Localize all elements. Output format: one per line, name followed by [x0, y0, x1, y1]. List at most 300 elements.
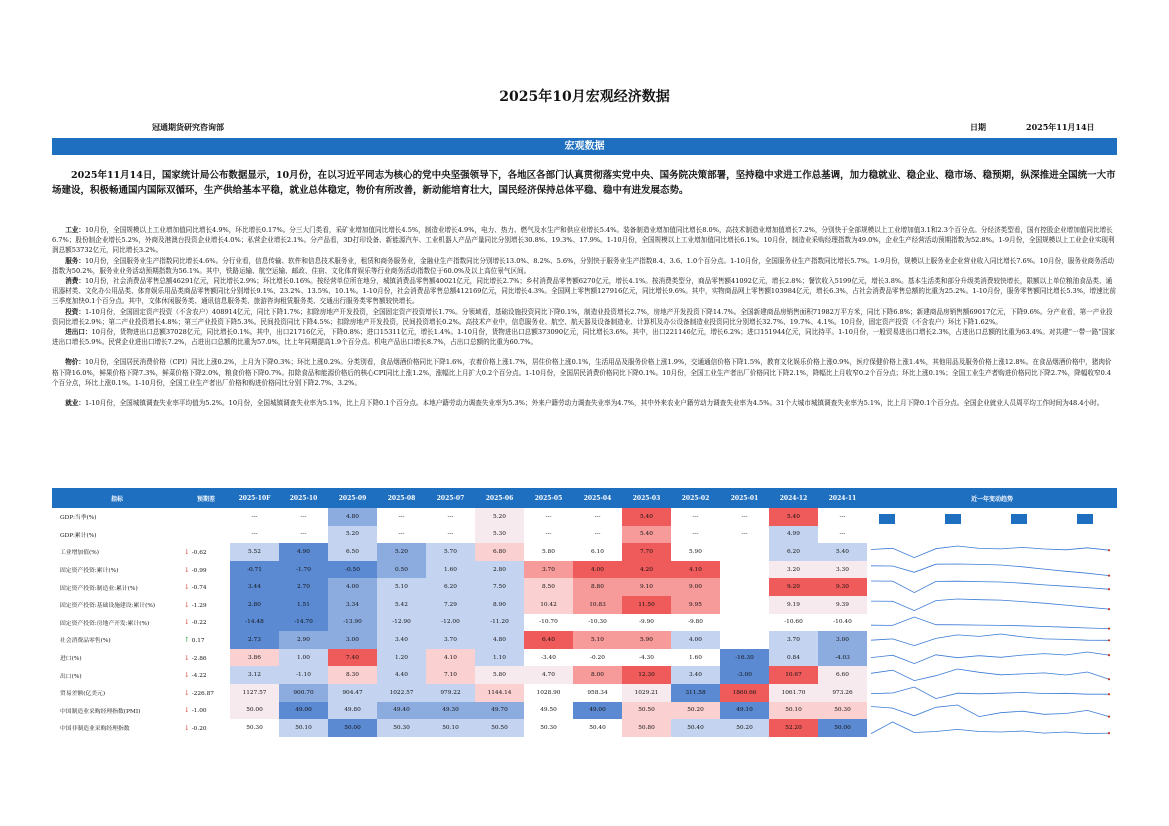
- column-header: 2025-02: [671, 488, 720, 508]
- data-cell: 1.00: [279, 649, 328, 667]
- trend-sparkline: [867, 702, 1117, 720]
- data-cell: 973.26: [818, 684, 867, 702]
- indicator-name: 社会消费品零售(%): [60, 638, 111, 645]
- data-cell: 10.67: [769, 666, 818, 684]
- data-cell: ---: [594, 531, 601, 538]
- column-header: 2025-10F: [230, 488, 279, 508]
- data-cell: ---: [300, 531, 307, 538]
- paragraph-trade: [52, 327, 1117, 347]
- data-cell: -10.30: [588, 619, 607, 626]
- data-cell: 1061.70: [769, 684, 818, 702]
- data-cell: 9.10: [622, 578, 671, 596]
- data-cell: 3.70: [524, 561, 573, 579]
- sparkline-line: [871, 599, 1109, 611]
- arrow-down-icon: ↓: [184, 706, 190, 715]
- sparkline-end-point: [1108, 693, 1110, 695]
- forecast-gap: [182, 596, 230, 614]
- data-cell: -9.90: [639, 619, 654, 626]
- column-header: 2025-07: [426, 488, 475, 508]
- column-header: 2024-11: [818, 488, 867, 508]
- table-row: [52, 614, 1117, 632]
- data-cell: 5.20: [377, 543, 426, 561]
- data-cell: -10.60: [784, 619, 803, 626]
- data-cell: -10.40: [833, 619, 852, 626]
- data-cell: 49.50: [540, 707, 557, 714]
- data-cell: 5.10: [377, 578, 426, 596]
- data-cell: 10.83: [573, 596, 622, 614]
- sparkline-bar: [945, 514, 961, 524]
- data-cell: 8.30: [328, 666, 377, 684]
- data-cell: 52.20: [769, 719, 818, 737]
- table-body: [52, 508, 1117, 737]
- data-cell: -1.70: [279, 561, 328, 579]
- trend-sparkline: [867, 666, 1117, 684]
- sparkline-end-point: [1108, 654, 1110, 656]
- data-cell: 50.30: [377, 719, 426, 737]
- indicator-name: 贸易差额(亿美元): [60, 691, 106, 698]
- data-cell: 2.80: [475, 561, 524, 579]
- data-cell: -3.00: [720, 666, 769, 684]
- data-cell: 50.00: [328, 719, 377, 737]
- data-cell: 4.90: [279, 543, 328, 561]
- indicator-name: 中国非制造业采购经理指数: [60, 726, 130, 733]
- data-cell: 5.40: [622, 526, 671, 544]
- data-cell: 10.42: [524, 596, 573, 614]
- data-cell: -16.30: [720, 649, 769, 667]
- arrow-down-icon: ↓: [184, 688, 190, 697]
- data-cell: ---: [447, 531, 454, 538]
- data-cell: 5.52: [230, 543, 279, 561]
- data-cell: 3.34: [328, 596, 377, 614]
- sparkline-line: [871, 617, 1109, 629]
- data-cell: 0.50: [377, 561, 426, 579]
- forecast-gap-value: -0.74: [189, 585, 207, 592]
- data-cell: 3.12: [230, 666, 279, 684]
- data-cell: -1.10: [279, 666, 328, 684]
- sparkline-bar: [879, 514, 895, 524]
- data-cell: ---: [251, 531, 258, 538]
- forecast-gap: [182, 702, 230, 720]
- indicator-name: 固定资产投资:制造业:累计(%): [60, 585, 138, 592]
- data-cell: 5.90: [622, 631, 671, 649]
- sparkline-chart: [867, 719, 1117, 737]
- data-cell: [720, 631, 769, 649]
- sparkline-end-point: [1108, 549, 1110, 551]
- data-cell: 50.10: [279, 719, 328, 737]
- indicator-name: 出口(%): [60, 673, 82, 680]
- table-row: [52, 719, 1117, 737]
- paragraph-service: [52, 256, 1117, 276]
- sparkline-line: [871, 634, 1109, 646]
- data-cell: [720, 543, 769, 561]
- indicator-name: 进口(%): [60, 656, 82, 663]
- data-cell: 8.50: [524, 578, 573, 596]
- data-cell: 3.30: [818, 561, 867, 579]
- data-cell: ---: [545, 513, 552, 520]
- data-cell: 5.30: [475, 526, 524, 544]
- sparkline-line: [871, 687, 1109, 699]
- data-cell: 5.40: [622, 508, 671, 526]
- column-header: 2025-04: [573, 488, 622, 508]
- data-cell: 50.30: [246, 724, 263, 731]
- data-cell: ---: [594, 513, 601, 520]
- sparkline-chart: [867, 561, 1117, 579]
- data-cell: 49.30: [426, 702, 475, 720]
- forecast-gap: [182, 649, 230, 667]
- trend-sparkline: [867, 596, 1117, 614]
- trend-sparkline: [867, 719, 1117, 737]
- data-cell: 5.80: [475, 666, 524, 684]
- paragraph-text: 10月份，货物进出口总额37028亿元，同比增长0.1%。其中，出口21716亿元，下降0.8%；进口15311亿元，增长1.4%。1-10月份，货物进出口总额373090亿元，同比增长3.6%。其中，出口221146亿元，增长6.2%；进口151944亿元，同比持平。1-10月份，一般贸易进出口增长2.3%，占进出口总额的比重为63.4%。对共建“一带一路”国家进出口增长5.9%。民营企业进出口增长7.2%，占进出口总额的比重为57.0%，比上年同期提高1.9个百分点。机电产品出口增长8.7%，占出口总额的比重为60.7%。: [52, 328, 1115, 347]
- data-cell: 3.86: [230, 649, 279, 667]
- sparkline-chart: [867, 596, 1117, 614]
- data-cell: 6.10: [591, 548, 604, 555]
- data-cell: 12.30: [622, 666, 671, 684]
- paragraph-text: 10月份，全国规模以上工业增加值同比增长4.9%，环比增长0.17%。分三大门类看，采矿业增加值同比增长4.5%，制造业增长4.9%，电力、热力、燃气及水生产和供应业增长5.4%。装备制造业增加值同比增长8.0%，高技术制造业增加值增长7.2%，分别快于全部规模以上工业增加值3.1和2.3个百分点。分经济类型看，国有控股企业增加值同比增长6.7%；股份制企业增长5.2%，外商及港澳台投资企业增长4.0%；私营企业增长2.1%。分产品看，3D打印设备、新能源汽车、工业机器人产品产量同比分别增长30.8%、19.3%、17.9%。1-10月份，全国规模以上工业增加值同比增长6.1%。10月份，制造业采购经理指数为49.0%，企业生产经营活动预期指数为52.8%。1-9月份，全国规模以上工业企业实现利润总额53732亿元，同比增长3.2%。: [52, 226, 1115, 255]
- data-cell: 50.10: [769, 702, 818, 720]
- paragraph-text: 10月份，全国服务业生产指数同比增长4.6%。分行业看，信息传输、软件和信息技术服务业，租赁和商务服务业，金融业生产指数同比分别增长13.0%、8.2%、5.6%，分别快于服务业生产指数8.4、3.6、1.0个百分点。1-10月份，全国服务业生产指数同比增长5.7%。1-9月份，规模以上服务业企业营业收入同比增长7.6%。10月份，服务业商务活动指数为50.2%，服务业业务活动预期指数为56.1%。其中，铁路运输、航空运输、邮政、住宿、文化体育娱乐等行业商务活动指数位于60.0%及以上高位景气区间。: [52, 256, 1114, 275]
- data-cell: ---: [741, 531, 748, 538]
- data-cell: 49.00: [279, 702, 328, 720]
- org-name: 冠通期货研究咨询部: [152, 122, 224, 132]
- table-row: [52, 561, 1117, 579]
- data-cell: 3.00: [328, 631, 377, 649]
- data-cell: 2.90: [279, 631, 328, 649]
- data-cell: 50.40: [589, 724, 606, 731]
- indicator-name: 固定资产投资:基础设施建设:累计(%): [60, 603, 156, 610]
- data-cell: 6.40: [524, 631, 573, 649]
- data-cell: 1.51: [279, 596, 328, 614]
- data-cell: 1127.57: [230, 684, 279, 702]
- data-cell: 5.40: [769, 508, 818, 526]
- data-cell: 50.30: [818, 702, 867, 720]
- section-header: 宏观数据: [52, 138, 1117, 155]
- data-cell: 979.22: [426, 684, 475, 702]
- data-cell: 1022.57: [377, 684, 426, 702]
- arrow-down-icon: ↓: [184, 653, 190, 662]
- data-cell: 3.70: [769, 631, 818, 649]
- data-cell: 3.20: [769, 561, 818, 579]
- arrow-down-icon: ↓: [184, 618, 190, 627]
- data-cell: -12.90: [377, 614, 426, 632]
- data-cell: 50.20: [720, 719, 769, 737]
- paragraph-key: 服务：: [65, 256, 85, 265]
- table-row: [52, 526, 1117, 544]
- data-cell: ---: [839, 531, 846, 538]
- sparkline-line: [871, 722, 1109, 734]
- sparkline-chart: [867, 702, 1117, 720]
- data-cell: ---: [545, 531, 552, 538]
- forecast-gap-value: -1.29: [189, 602, 207, 609]
- data-cell: [720, 596, 769, 614]
- paragraph-key: 工业：: [65, 226, 85, 234]
- data-cell: ---: [839, 513, 846, 520]
- data-cell: 4.70: [524, 666, 573, 684]
- table-row: [52, 702, 1117, 720]
- sparkline-chart: [867, 508, 1117, 526]
- data-cell: -12.00: [426, 614, 475, 632]
- data-cell: 1.20: [377, 649, 426, 667]
- trend-sparkline: [867, 614, 1117, 632]
- data-cell: 4.99: [769, 526, 818, 544]
- data-cell: 4.10: [671, 561, 720, 579]
- forecast-gap: [182, 561, 230, 579]
- paragraph-text: 1-10月份，全国城镇调查失业率平均值为5.2%。10月份，全国城镇调查失业率为5.1%，比上月下降0.1个百分点。本地户籍劳动力调查失业率为5.3%；外来户籍劳动力调查失业率为4.7%，其中外来农业户籍劳动力调查失业率为4.5%。31个大城市城镇调查失业率为5.1%，比上月下降0.1个百分点。全国企业就业人员周平均工作时间为48.4小时。: [84, 399, 1104, 408]
- data-cell: 1029.21: [622, 684, 671, 702]
- data-cell: 11.50: [622, 596, 671, 614]
- data-cell: 311.58: [671, 684, 720, 702]
- data-cell: 50.20: [671, 702, 720, 720]
- sparkline-chart: [867, 614, 1117, 632]
- table-row: [52, 684, 1117, 702]
- data-cell: 50.80: [622, 719, 671, 737]
- data-cell: -4.03: [818, 649, 867, 667]
- data-cell: 5.10: [573, 631, 622, 649]
- data-cell: 6.50: [328, 543, 377, 561]
- forecast-gap: [182, 578, 230, 596]
- data-cell: 49.80: [328, 702, 377, 720]
- paragraph-text: 10月份，全国居民消费价格（CPI）同比上涨0.2%，上月为下降0.3%；环比上涨0.2%。分类别看，食品烟酒价格同比下降1.6%，衣着价格上涨1.7%，居住价格上涨0.1%，生活用品及服务价格上涨1.9%，交通通信价格下降1.5%，教育文化娱乐价格上涨0.9%，医疗保健价格上涨1.4%，其他用品及服务价格上涨12.8%。在食品烟酒价格中，猪肉价格下降16.0%，鲜果价格下降7.3%，鲜菜价格下降2.0%，粮食价格下降0.7%。扣除食品和能源价格后的核心CPI同比上涨1.2%，涨幅比上月扩大0.2个百分点。1-10月份，全国居民消费价格同比下降0.1%。10月份，全国工业生产者出厂价格同比下降2.1%，降幅比上月收窄0.2个百分点；环比上涨0.1%；全国工业生产者购进价格同比下降2.7%，降幅收窄0.4个百分点，环比上涨0.1%。1-10月份，全国工业生产者出厂价格和购进价格同比分别下降2.7%、3.2%。: [52, 358, 1112, 387]
- column-header: 2025-03: [622, 488, 671, 508]
- indicator-name: 工业增加值(%): [60, 550, 100, 557]
- table-row: [52, 578, 1117, 596]
- data-cell: -0.50: [328, 561, 377, 579]
- page-title: 2025年10月宏观经济数据: [499, 89, 670, 105]
- arrow-down-icon: ↓: [184, 671, 190, 680]
- data-cell: 3.40: [671, 666, 720, 684]
- sparkline-end-point: [1108, 715, 1110, 717]
- data-cell: ---: [692, 531, 699, 538]
- sparkline-line: [871, 564, 1109, 576]
- column-header: 2025-10: [279, 488, 328, 508]
- data-cell: 6.20: [426, 578, 475, 596]
- data-cell: ---: [251, 513, 258, 520]
- arrow-down-icon: ↓: [184, 565, 190, 574]
- sparkline-line: [871, 546, 1109, 558]
- paragraph-investment: [52, 307, 1117, 327]
- forecast-gap: [182, 508, 230, 526]
- trend-sparkline: [867, 526, 1117, 544]
- data-cell: 1028.90: [536, 689, 561, 696]
- trend-sparkline: [867, 543, 1117, 561]
- data-cell: 4.00: [671, 631, 720, 649]
- data-cell: 2.73: [230, 631, 279, 649]
- data-cell: 1.60: [426, 561, 475, 579]
- data-cell: 2.70: [279, 578, 328, 596]
- data-cell: 5.42: [377, 596, 426, 614]
- paragraph-text: 1-10月份，全国固定资产投资（不含农户）408914亿元，同比下降1.7%；扣除房地产开发投资，全国固定资产投资增长1.7%。分领域看，基础设施投资同比下降0.1%，制造业投资增长2.7%，房地产开发投资下降14.7%。全国新建商品房销售面积71982万平方米，同比下降6.8%；新建商品房销售额69017亿元，下降9.6%。分产业看，第一产业投资同比增长2.9%；第二产业投资增长4.8%；第三产业投资下降5.3%。民间投资同比下降4.5%；扣除房地产开发投资，民间投资增长0.2%。高技术产业中，信息服务业、航空、航天器及设备制造业、计算机及办公设备制造业投资同比分别增长32.7%、19.7%、4.1%。10月份，固定资产投资（不含农户）环比下降1.62%。: [52, 307, 1113, 326]
- sparkline-chart: [867, 631, 1117, 649]
- sparkline-chart: [867, 578, 1117, 596]
- sparkline-end-point: [1108, 639, 1110, 641]
- data-cell: ---: [300, 513, 307, 520]
- sparkline-chart: [867, 684, 1117, 702]
- data-cell: 4.00: [328, 578, 377, 596]
- paragraph-prices: [52, 357, 1117, 388]
- data-cell: -14.48: [230, 614, 279, 632]
- indicator-name: GDP:累计(%): [60, 532, 97, 539]
- data-cell: 50.50: [475, 719, 524, 737]
- data-cell: 3.44: [230, 578, 279, 596]
- data-cell: -10.70: [539, 619, 558, 626]
- forecast-gap: [182, 666, 230, 684]
- table-header-row: [52, 488, 1117, 508]
- data-cell: 9.20: [769, 578, 818, 596]
- sparkline-line: [871, 652, 1109, 664]
- column-header: 指标: [52, 488, 182, 508]
- data-cell: 1.60: [689, 654, 702, 661]
- trend-sparkline: [867, 561, 1117, 579]
- data-cell: 50.00: [818, 719, 867, 737]
- data-cell: 5.20: [328, 526, 377, 544]
- data-cell: 4.00: [573, 561, 622, 579]
- column-header: 2025-05: [524, 488, 573, 508]
- data-cell: 5.20: [475, 508, 524, 526]
- sparkline-end-point: [1108, 608, 1110, 610]
- paragraph-text: 10月份，社会消费品零售总额46291亿元，同比增长2.9%；环比增长0.16%。按经营单位所在地分，城镇消费品零售额40021亿元，同比增长2.7%；乡村消费品零售额6270亿元，增长4.1%。按消费类型分，商品零售额41092亿元，增长2.8%；餐饮收入5199亿元，增长3.8%。基本生活类和部分升级类消费较快增长，限额以上单位粮油食品类、通讯器材类、文化办公用品类、体育娱乐用品类商品零售额同比分别增长9.1%、23.2%、13.5%、10.1%。1-10月份，社会消费品零售总额412169亿元，同比增长4.3%。全国网上零售额127916亿元，同比增长9.6%。其中，实物商品网上零售额103984亿元，增长6.3%，占社会消费品零售总额的比重为25.2%。1-10月份，服务零售额同比增长5.3%，增速比前三季度加快0.1个百分点。其中，文体休闲服务类、通讯信息服务类、旅游咨询租赁服务类、交通出行服务类零售额较快增长。: [52, 277, 1116, 306]
- indicator-name: 固定资产投资:房地产开发:累计(%): [60, 620, 150, 627]
- data-cell: 958.34: [587, 689, 608, 696]
- table-row: [52, 649, 1117, 667]
- data-cell: 9.30: [818, 578, 867, 596]
- data-cell: 5.40: [818, 543, 867, 561]
- paragraph-industry: [52, 225, 1117, 256]
- data-cell: 50.10: [426, 719, 475, 737]
- column-header: 近一年变动趋势: [867, 488, 1117, 508]
- data-cell: 1144.14: [475, 684, 524, 702]
- trend-sparkline: [867, 578, 1117, 596]
- data-cell: 1.10: [475, 649, 524, 667]
- data-cell: 8.00: [573, 666, 622, 684]
- sparkline-chart: [867, 649, 1117, 667]
- indicator-name: GDP:当季(%): [60, 515, 97, 522]
- paragraph-key: 投资：: [65, 307, 85, 316]
- data-cell: 50.30: [540, 724, 557, 731]
- paragraph-key: 就业：: [65, 399, 85, 408]
- data-cell: ---: [447, 513, 454, 520]
- date-value: 2025年11月14日: [1026, 122, 1095, 132]
- data-cell: 49.40: [377, 702, 426, 720]
- paragraph-key: 进出口：: [65, 328, 92, 337]
- data-cell: 4.40: [377, 666, 426, 684]
- data-cell: 4.10: [426, 649, 475, 667]
- data-cell: 900.70: [279, 684, 328, 702]
- column-header: 2025-09: [328, 488, 377, 508]
- data-cell: ---: [692, 513, 699, 520]
- forecast-gap: [182, 631, 230, 649]
- sparkline-line: [871, 669, 1109, 681]
- data-cell: 7.70: [622, 543, 671, 561]
- data-cell: 7.40: [328, 649, 377, 667]
- data-cell: [720, 578, 769, 596]
- data-cell: 50.50: [622, 702, 671, 720]
- data-cell: 6.80: [475, 543, 524, 561]
- data-cell: 9.39: [818, 596, 867, 614]
- data-cell: 50.00: [230, 702, 279, 720]
- data-cell: [720, 614, 769, 632]
- data-cell: 7.29: [426, 596, 475, 614]
- paragraph-key: 消费：: [65, 277, 85, 286]
- column-header: 预期差: [182, 488, 230, 508]
- trend-sparkline: [867, 508, 1117, 526]
- forecast-gap: [182, 614, 230, 632]
- data-cell: 8.80: [573, 578, 622, 596]
- data-cell: 5.90: [689, 548, 702, 555]
- data-cell: 49.00: [573, 702, 622, 720]
- data-cell: 6.20: [769, 543, 818, 561]
- trend-sparkline: [867, 649, 1117, 667]
- arrow-up-icon: ↑: [184, 635, 190, 644]
- data-cell: 3.70: [426, 631, 475, 649]
- data-cell: 7.10: [426, 666, 475, 684]
- trend-sparkline: [867, 631, 1117, 649]
- data-cell: 49.10: [720, 702, 769, 720]
- data-cell: 5.80: [542, 548, 555, 555]
- sparkline-end-point: [1108, 732, 1110, 734]
- forecast-gap-value: -0.22: [189, 620, 207, 627]
- column-header: 2025-01: [720, 488, 769, 508]
- data-cell: 6.60: [818, 666, 867, 684]
- sparkline-end-point: [1108, 574, 1110, 576]
- data-cell: -0.71: [230, 561, 279, 579]
- data-cell: 8.90: [475, 596, 524, 614]
- macro-data-table: [52, 488, 1117, 737]
- data-cell: -11.20: [475, 614, 524, 632]
- table-row: [52, 666, 1117, 684]
- data-cell: 9.00: [671, 578, 720, 596]
- table-row: [52, 543, 1117, 561]
- data-cell: 49.70: [475, 702, 524, 720]
- sparkline-bar: [1011, 514, 1027, 524]
- sparkline-chart: [867, 543, 1117, 561]
- forecast-gap-value: -0.62: [189, 549, 207, 556]
- forecast-gap: [182, 719, 230, 737]
- column-header: 2024-12: [769, 488, 818, 508]
- column-header: 2025-06: [475, 488, 524, 508]
- indicator-name: 中国制造业采购经理指数(PMI): [60, 708, 141, 715]
- paragraph-key: 物价：: [65, 358, 85, 367]
- data-cell: -14.70: [279, 614, 328, 632]
- data-cell: -4.30: [639, 654, 654, 661]
- data-cell: 50.40: [671, 719, 720, 737]
- summary-paragraph: 2025年11月14日，国家统计局公布数据显示，10月份，在以习近平同志为核心的党中央坚强领导下，各地区各部门认真贯彻落实党中央、国务院决策部署，坚持稳中求进工作总基调，加力稳就业、稳企业、稳市场、稳预期，纵深推进全国统一大市场建设，积极畅通国内国际双循环，生产供给基本平稳，就业总体稳定，物价有所改善，新动能培育壮大，国民经济保持总体平稳、稳中有进发展态势。: [52, 170, 1116, 196]
- data-cell: ---: [741, 513, 748, 520]
- data-cell: ---: [398, 513, 405, 520]
- sparkline-chart: [867, 526, 1117, 544]
- data-cell: -0.20: [590, 654, 605, 661]
- forecast-gap-value: -0.20: [189, 725, 207, 732]
- data-cell: [720, 561, 769, 579]
- forecast-gap-value: -0.99: [189, 567, 207, 574]
- data-cell: 4.80: [328, 508, 377, 526]
- data-cell: 9.95: [671, 596, 720, 614]
- data-cell: ---: [398, 531, 405, 538]
- forecast-gap: [182, 526, 230, 544]
- data-cell: 1860.66: [720, 684, 769, 702]
- sparkline-end-point: [1108, 627, 1110, 629]
- data-cell: -13.90: [328, 614, 377, 632]
- sparkline-line: [871, 581, 1109, 593]
- body-text: [52, 225, 1117, 408]
- trend-sparkline: [867, 684, 1117, 702]
- table-row: [52, 508, 1117, 526]
- forecast-gap: [182, 684, 230, 702]
- arrow-down-icon: ↓: [184, 547, 190, 556]
- sparkline-chart: [867, 666, 1117, 684]
- data-cell: 7.50: [475, 578, 524, 596]
- column-header: 2025-08: [377, 488, 426, 508]
- sparkline-end-point: [1108, 588, 1110, 590]
